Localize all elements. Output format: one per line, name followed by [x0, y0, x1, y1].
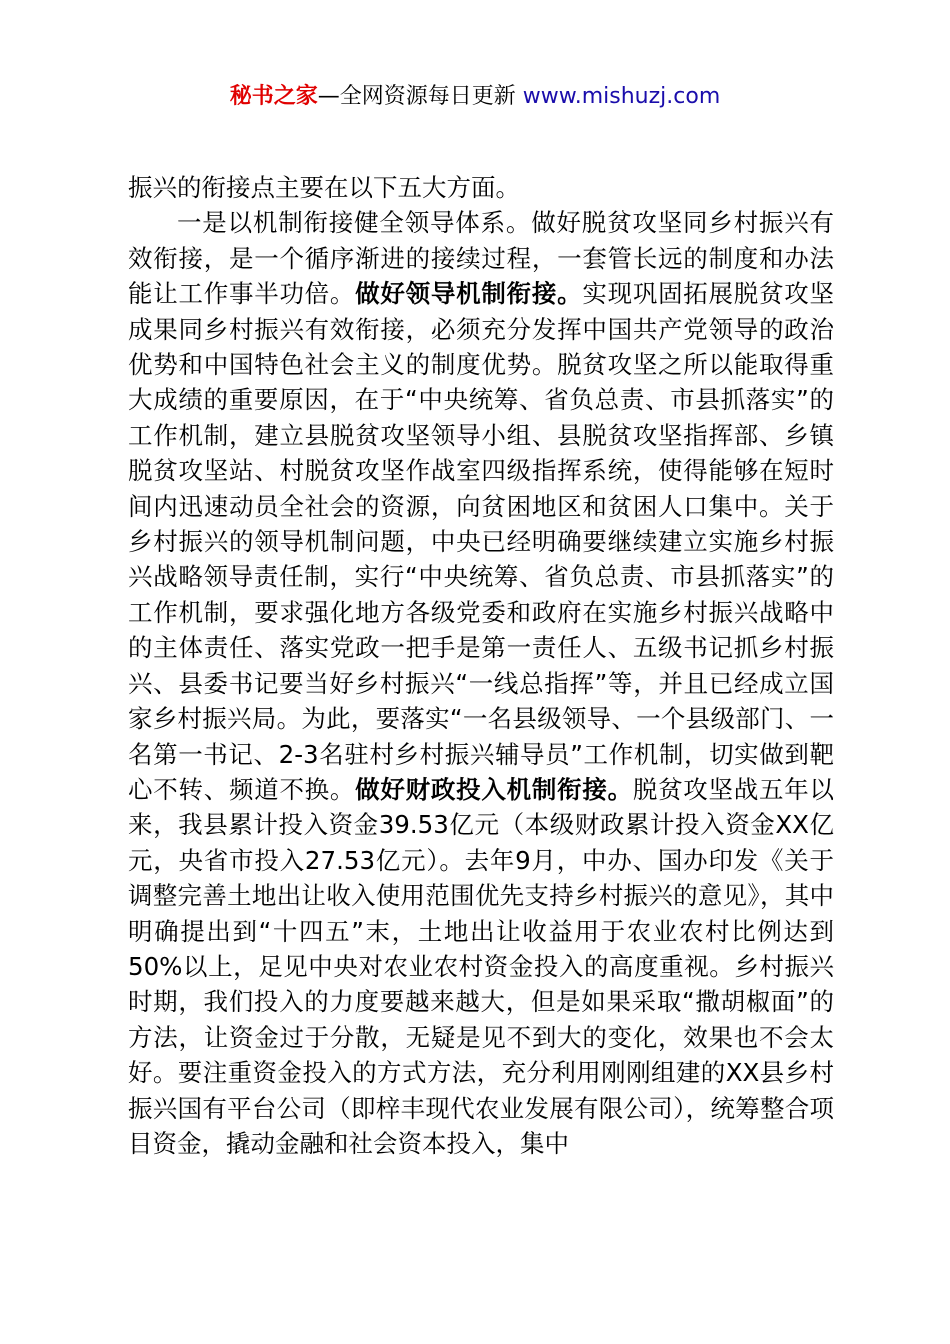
bold-heading-finance: 做好财政投入机制衔接。	[355, 774, 633, 804]
bold-heading-leadership: 做好领导机制衔接。	[355, 279, 583, 309]
paragraph-continuation: 振兴的衔接点主要在以下五大方面。	[128, 173, 520, 202]
paragraph-text: 一是以机制衔接健全领导体系。做好脱贫攻坚同乡村振兴有效衔接，是一个循序渐进的接续过程，一套管长远的制度和办法能让工作事半功倍。	[128, 208, 834, 309]
paragraph-text: 脱贫攻坚战五年以来，我县累计投入资金39.53亿元（本级财政累计投入资金XX亿元，央省市投入27.53亿元）。去年9月，中办、国办印发《关于调整完善土地出让收入使用范围优先支持乡村振兴的意见》，其中明确提出到“十四五”末，土地出让收益用于农业农村比例达到50%以上，足见中央对农业农村资金投入的高度重视。乡村振兴时期，我们投入的力度要越来越大，但是如果采取“撒胡椒面”的方法，让资金过于分散，无疑是见不到大的变化，效果也不会太好。要注重资金投入的方式方法，充分利用刚刚组建的XX县乡村振兴国有平台公司（即梓丰现代农业发展有限公司），统筹整合项目资金，撬动金融和社会资本投入，集中	[128, 774, 835, 1158]
paragraph-mechanism	[128, 205, 834, 1161]
header-url-link[interactable]: www.mishuzj.com	[522, 84, 721, 109]
paragraph-text: 实现巩固拓展脱贫攻坚成果同乡村振兴有效衔接，必须充分发挥中国共产党领导的政治优势和中国特色社会主义的制度优势。脱贫攻坚之所以能取得重大成绩的重要原因，在于“中央统筹、省负总责、市县抓落实”的工作机制，建立县脱贫攻坚领导小组、县脱贫攻坚指挥部、乡镇脱贫攻坚站、村脱贫攻坚作战室四级指挥系统，使得能够在短时间内迅速动员全社会的资源，向贫困地区和贫困人口集中。关于乡村振兴的领导机制问题，中央已经明确要继续建立实施乡村振兴战略领导责任制，实行“中央统筹、省负总责、市县抓落实”的工作机制，要求强化地方各级党委和政府在实施乡村振兴战略中的主体责任、落实党政一把手是第一责任人、五级书记抓乡村振兴、县委书记要当好乡村振兴“一线总指挥”等，并且已经成立国家乡村振兴局。为此，要落实“一名县级领导、一个县级部门、一名第一书记、2-3名驻村乡村振兴辅导员”工作机制，切实做到靶心不转、频道不换。	[128, 279, 835, 804]
document-body	[128, 170, 834, 1161]
header-tagline: —全网资源每日更新	[317, 84, 523, 109]
page-header	[0, 82, 950, 112]
brand-name: 秘书之家	[229, 84, 318, 109]
